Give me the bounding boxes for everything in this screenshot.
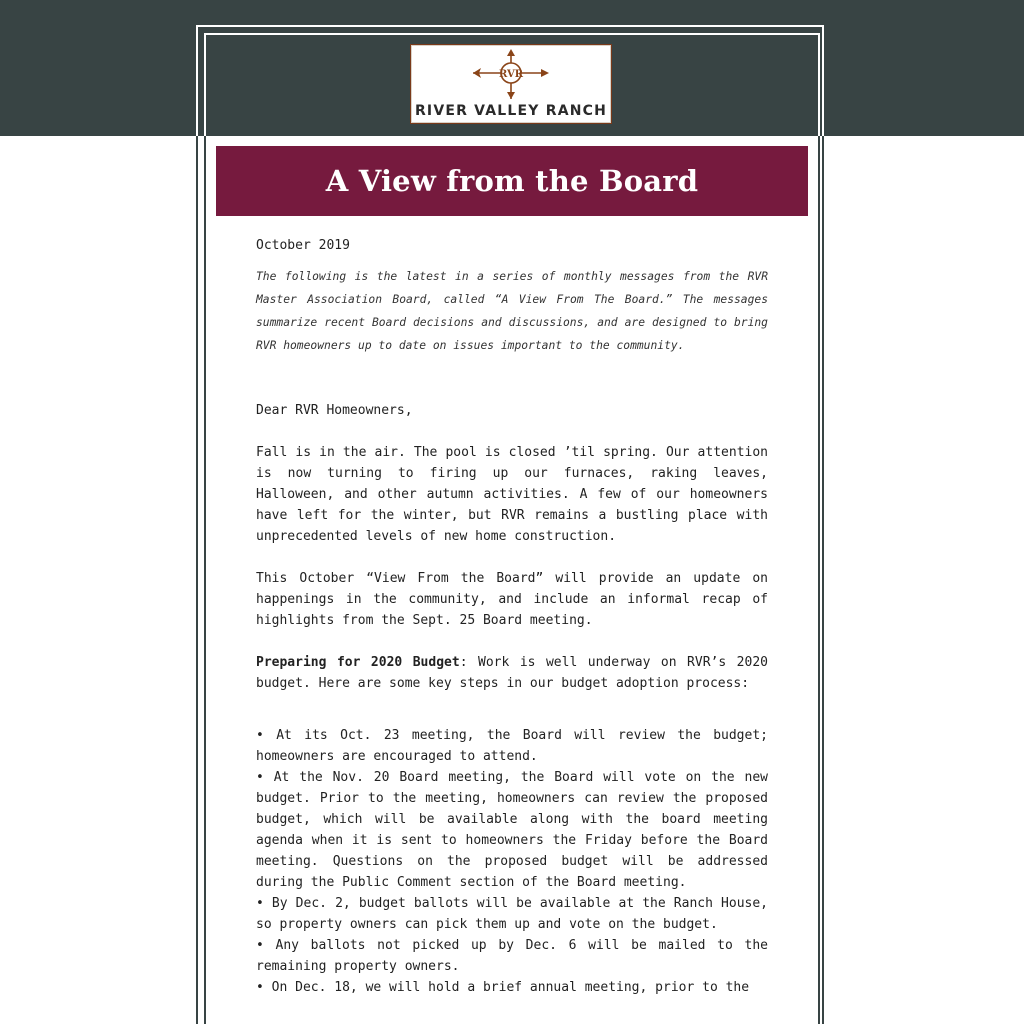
intro-paragraph: The following is the latest in a series of monthly messages from the RVR Master Association Board, called “A View From The Board.” The messages summarize recent Board decisions and discussions, and are designed to bring RVR homeowners up to date on issues important to the community.	[256, 270, 768, 352]
list-item: • On Dec. 18, we will hold a brief annual meeting, prior to the	[256, 980, 750, 995]
list-item: • At its Oct. 23 meeting, the Board will review the budget; homeowners are encouraged to attend.	[256, 728, 768, 764]
budget-heading: Preparing for 2020 Budget	[256, 655, 460, 670]
title-banner	[216, 146, 808, 216]
paragraph-update: This October “View From the Board” will provide an update on happenings in the community, and include an informal recap of highlights from the Sept. 25 Board meeting.	[256, 571, 768, 628]
paragraph-budget	[256, 652, 768, 694]
greeting: Dear RVR Homeowners,	[256, 403, 413, 418]
budget-text: : Work is well underway on RVR’s 2020 budget. Here are some key steps in our budget adoption process:	[256, 655, 768, 691]
letter-body	[256, 236, 768, 998]
svg-text:RVR: RVR	[498, 69, 524, 80]
arrow-compass-icon	[471, 49, 553, 101]
list-item: • Any ballots not picked up by Dec. 6 will be mailed to the remaining property owners.	[256, 938, 768, 974]
budget-steps-list	[256, 725, 768, 998]
logo-text: RIVER VALLEY RANCH	[414, 103, 608, 119]
page-title: A View from the Board	[325, 164, 699, 198]
letter-date: October 2019	[256, 238, 350, 253]
paragraph-fall: Fall is in the air. The pool is closed ’til spring. Our attention is now turning to firing up our furnaces, raking leaves, Halloween, and other autumn activities. A few of our homeowners have left for the winter, but RVR remains a bustling place with unprecedented levels of new home construction.	[256, 445, 768, 544]
river-valley-ranch-logo	[410, 44, 612, 124]
list-item: • By Dec. 2, budget ballots will be available at the Ranch House, so property owners can pick them up and vote on the budget.	[256, 896, 768, 932]
list-item: • At the Nov. 20 Board meeting, the Board will vote on the new budget. Prior to the meeting, homeowners can review the proposed budget, which will be available along with the board meeting agenda when it is sent to homeowners the Friday before the Board meeting. Questions on the proposed budget will be addressed during the Public Comment section of the Board meeting.	[256, 770, 768, 890]
